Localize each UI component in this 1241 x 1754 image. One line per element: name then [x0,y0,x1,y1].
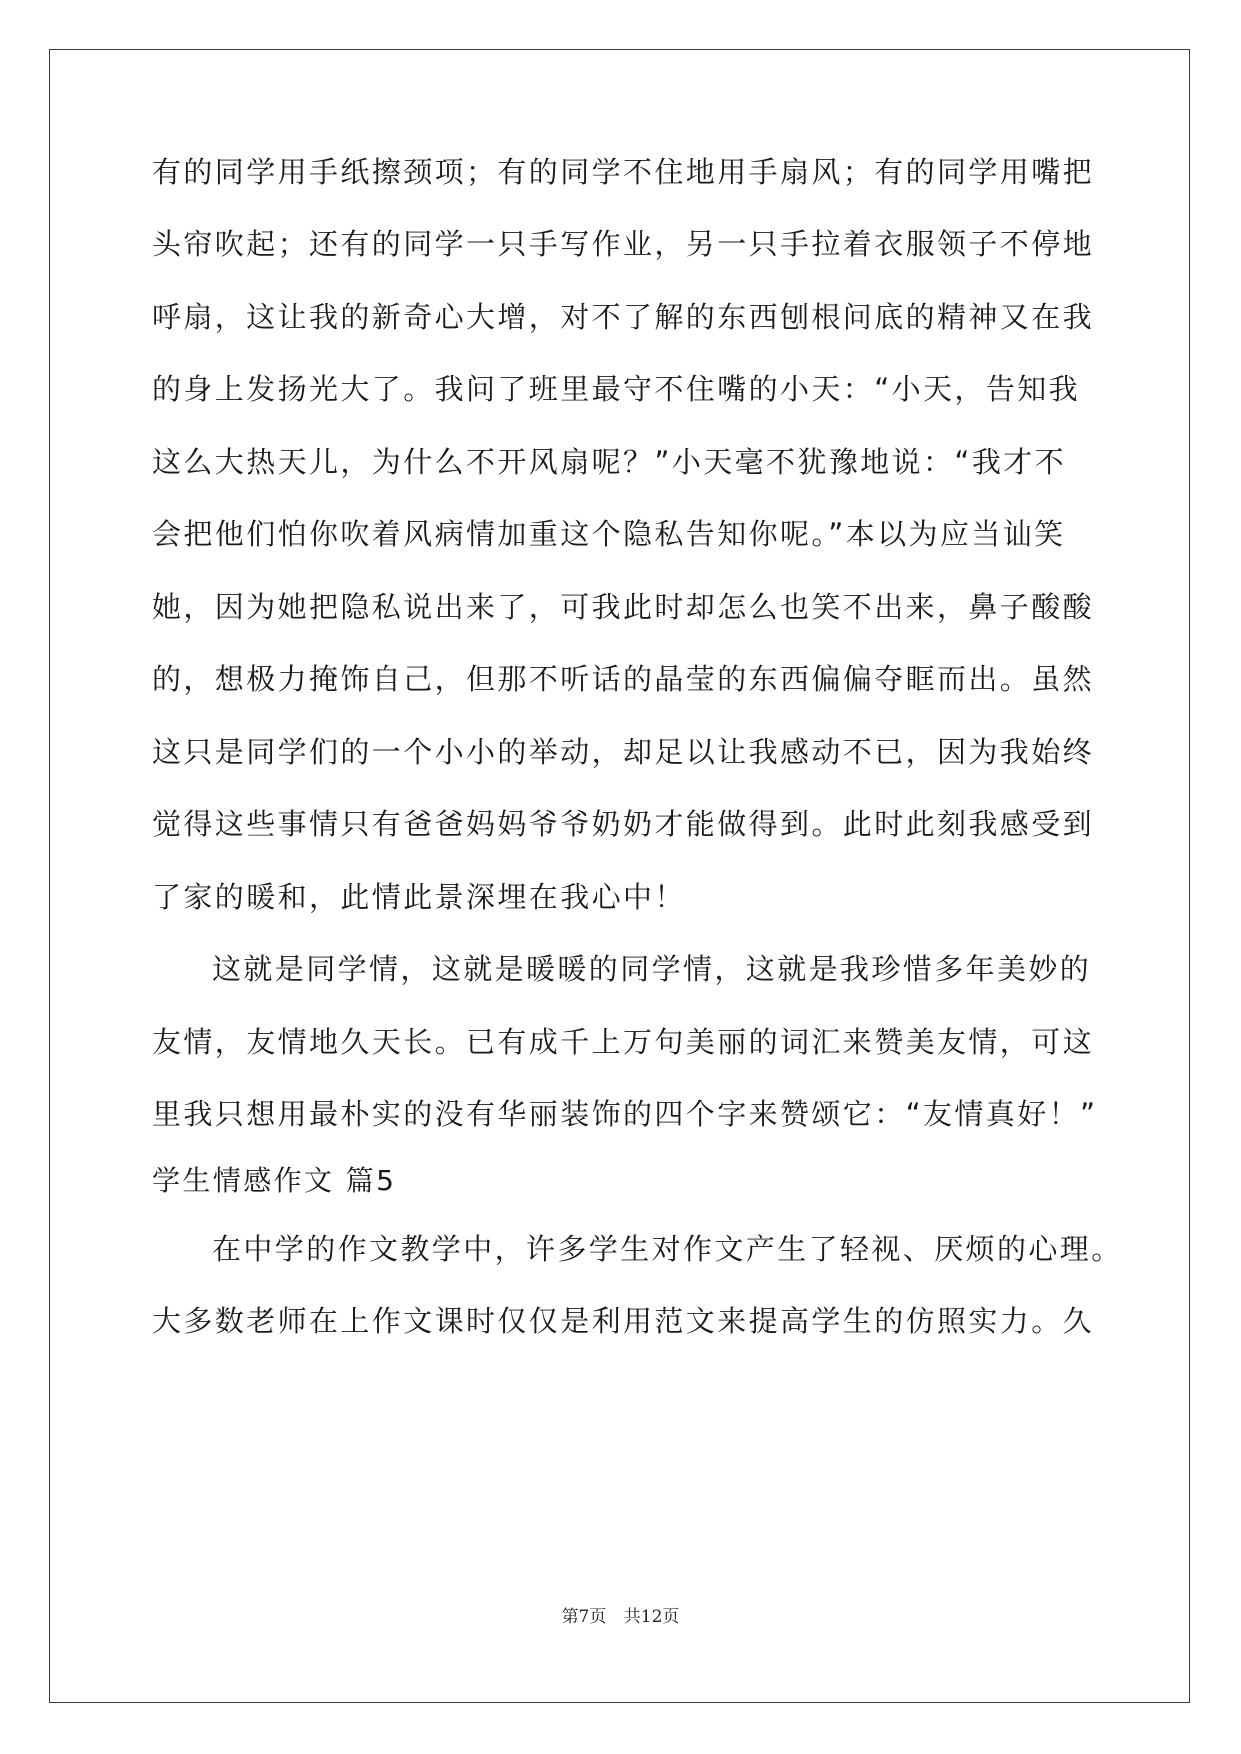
paragraph-line: 有的同学用手纸擦颈项；有的同学不住地用手扇风；有的同学用嘴把 [152,155,1095,189]
paragraph-line: 这就是同学情，这就是暖暖的同学情，这就是我珍惜多年美妙的 [212,952,1092,986]
paragraph-line: 的身上发扬光大了。我问了班里最守不住嘴的小天：“小天，告知我 [152,372,1081,406]
paragraph-line: 在中学的作文教学中，许多学生对作文产生了轻视、厌烦的心理。 [212,1232,1123,1266]
paragraph-line: 里我只想用最朴实的没有华丽装饰的四个字来赞颂它：“友情真好！” [152,1097,1098,1131]
page-total: 共12页 [623,1607,680,1627]
paragraph-line: 呼扇，这让我的新奇心大增，对不了解的东西刨根问底的精神又在我 [152,300,1095,334]
page-footer [0,1602,1241,1627]
paragraph-line: 友情，友情地久天长。已有成千上万句美丽的词汇来赞美友情，可这 [152,1025,1095,1059]
paragraph-line: 大多数老师在上作文课时仅仅是利用范文来提高学生的仿照实力。久 [152,1304,1095,1338]
paragraph-line: 这么大热天儿，为什么不开风扇呢？”小天毫不犹豫地说：“我才不 [152,445,1067,479]
paragraph-line: 觉得这些事情只有爸爸妈妈爷爷奶奶才能做得到。此时此刻我感受到 [152,807,1095,841]
page-number: 第7页 [561,1607,607,1627]
paragraph-line: 头帘吹起；还有的同学一只手写作业，另一只手拉着衣服领子不停地 [152,227,1095,261]
section-heading: 学生情感作文 篇5 [152,1164,397,1197]
paragraph-line: 的，想极力掩饰自己，但那不听话的晶莹的东西偏偏夺眶而出。虽然 [152,662,1095,696]
paragraph-line: 这只是同学们的一个小小的举动，却足以让我感动不已，因为我始终 [152,735,1095,769]
paragraph-line: 会把他们怕你吹着风病情加重这个隐私告知你呢。”本以为应当讪笑 [152,517,1066,551]
paragraph-line: 她，因为她把隐私说出来了，可我此时却怎么也笑不出来，鼻子酸酸 [152,590,1095,624]
paragraph-line: 了家的暖和，此情此景深埋在我心中！ [152,880,686,914]
page-border [49,49,1190,1703]
